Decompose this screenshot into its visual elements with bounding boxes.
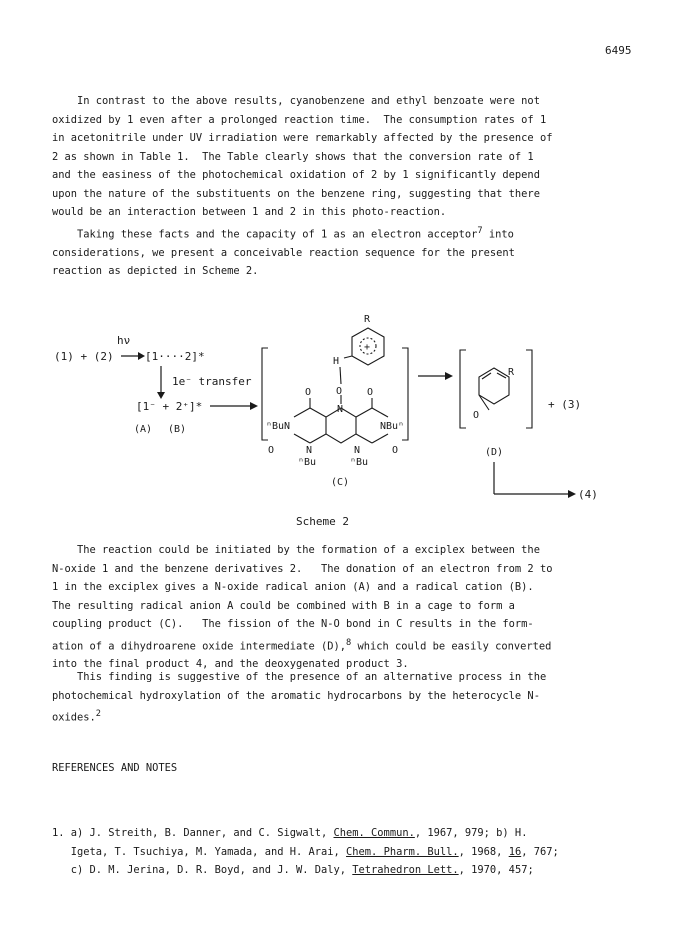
atom-r: R bbox=[508, 367, 515, 378]
text-segment: , 1968, bbox=[458, 845, 509, 858]
bond bbox=[372, 434, 388, 443]
arrow-head bbox=[250, 402, 258, 410]
bracket-left bbox=[460, 350, 466, 428]
scheme-2-diagram bbox=[0, 300, 680, 540]
bond-c-o bbox=[340, 367, 341, 384]
arrow-head bbox=[445, 372, 453, 380]
transfer-label: 1e⁻ transfer bbox=[172, 375, 252, 388]
paragraph-1 bbox=[52, 92, 620, 222]
scheme-caption: Scheme 2 bbox=[296, 515, 349, 528]
atom-n: N bbox=[337, 404, 344, 415]
atom-o: O bbox=[268, 445, 275, 456]
text-line bbox=[52, 824, 627, 843]
text-segment: which could be easily converted bbox=[351, 639, 552, 652]
arrow-head bbox=[157, 392, 165, 399]
epoxide-bond bbox=[479, 395, 489, 410]
journal-name: Chem. Pharm. Bull. bbox=[346, 845, 459, 858]
exciplex-label: [1····2]* bbox=[145, 350, 205, 363]
paragraph-4 bbox=[52, 668, 620, 727]
journal-name: Tetrahedron Lett. bbox=[352, 864, 459, 876]
text-line: into the final product 4, and the deoxygenated product 3. bbox=[52, 658, 409, 671]
atom-nbu: ⁿBu bbox=[350, 457, 369, 468]
bond bbox=[310, 408, 326, 417]
text-line bbox=[52, 634, 620, 656]
product-4-label: (4) bbox=[578, 488, 598, 501]
text-line: considerations, we present a conceivable reaction sequence for the present bbox=[52, 246, 515, 259]
text-line: would be an interaction between 1 and 2 in this photo-reaction. bbox=[52, 206, 447, 218]
text-line: The resulting radical anion A could be combined with B in a cage to form a bbox=[52, 599, 515, 612]
text-line: The reaction could be initiated by the formation of a exciplex between the bbox=[52, 544, 540, 556]
text-line bbox=[52, 861, 627, 880]
text-segment: 1. a) J. Streith, B. Danner, and C. Sigwalt, bbox=[52, 827, 334, 839]
atom-n: N bbox=[354, 445, 361, 456]
arrow-head bbox=[568, 490, 576, 498]
text-line bbox=[52, 843, 627, 862]
text-segment: ation of a dihydroarene oxide intermediate (D), bbox=[52, 639, 347, 652]
text-line: oxidized by 1 even after a prolonged reaction time. The consumption rates of 1 bbox=[52, 113, 547, 126]
radical-cation-sign: + bbox=[364, 342, 371, 353]
reactants-label: (1) + (2) bbox=[54, 350, 114, 363]
atom-nbu: ⁿBu bbox=[298, 457, 317, 468]
text-segment: into bbox=[482, 228, 514, 241]
bond bbox=[310, 434, 326, 443]
ring bbox=[479, 368, 509, 404]
text-line: in acetonitrile under UV irradiation were remarkably affected by the presence of bbox=[52, 132, 553, 144]
text-segment: c) D. M. Jerina, D. R. Boyd, and J. W. Daly, bbox=[52, 864, 353, 876]
bond bbox=[294, 434, 310, 443]
atom-o: O bbox=[305, 387, 312, 398]
arrow-head bbox=[138, 352, 145, 360]
atom-nbun-left: ⁿBuN bbox=[266, 421, 291, 432]
atom-o: O bbox=[473, 410, 480, 421]
paragraph-2 bbox=[52, 222, 620, 281]
text-line: and the easiness of the photochemical oxidation of 2 by 1 significantly depend bbox=[52, 169, 540, 181]
bond bbox=[372, 408, 388, 417]
text-line bbox=[52, 705, 620, 727]
text-line: reaction as depicted in Scheme 2. bbox=[52, 265, 259, 278]
text-segment: , 1970, 457; bbox=[458, 864, 534, 876]
label-d: (D) bbox=[485, 447, 504, 458]
text-segment: , 767; bbox=[521, 845, 559, 858]
bond-h bbox=[344, 356, 352, 358]
ion-pair-label: [1⁻ + 2⁺]* bbox=[136, 400, 203, 413]
text-line: upon the nature of the substituents on the benzene ring, suggesting that there bbox=[52, 187, 540, 200]
footnote-ref: 2 bbox=[95, 709, 102, 719]
text-line: In contrast to the above results, cyanobenzene and ethyl benzoate were not bbox=[52, 95, 540, 107]
text-segment: oxides. bbox=[52, 711, 96, 724]
text-line: N-oxide 1 and the benzene derivatives 2. The donation of an electron from 2 to bbox=[52, 562, 553, 575]
atom-o: O bbox=[367, 387, 374, 398]
text-line: This finding is suggestive of the presence of an alternative process in the bbox=[52, 671, 547, 683]
atom-n: N bbox=[306, 445, 313, 456]
text-line: 1 in the exciplex gives a N-oxide radical anion (A) and a radical cation (B). bbox=[52, 581, 534, 593]
bracket-right bbox=[526, 350, 532, 428]
hv-label: hν bbox=[117, 334, 131, 347]
text-line bbox=[52, 222, 620, 244]
atom-o: O bbox=[336, 386, 343, 397]
dihydroarene-oxide-d-structure bbox=[460, 350, 532, 428]
text-line: 2 as shown in Table 1. The Table clearly shows that the conversion rate of 1 bbox=[52, 150, 534, 163]
volume-number: 16 bbox=[508, 845, 522, 858]
paragraph-3 bbox=[52, 541, 620, 674]
bond bbox=[294, 408, 310, 417]
text-segment: , 1967, 979; b) H. bbox=[414, 827, 528, 839]
footnote-ref: 7 bbox=[477, 226, 483, 236]
footnote-ref: 8 bbox=[346, 637, 352, 648]
text-line: coupling product (C). The fission of the N-O bond in C results in the form- bbox=[52, 618, 534, 630]
reference-1 bbox=[52, 824, 627, 880]
atom-r: R bbox=[364, 314, 371, 325]
references-heading: REFERENCES AND NOTES bbox=[52, 762, 178, 774]
journal-name: Chem. Commun. bbox=[333, 827, 415, 839]
bond bbox=[356, 408, 372, 417]
page-number: 6495 bbox=[605, 44, 632, 57]
text-line: photochemical hydroxylation of the aromatic hydrocarbons by the heterocycle N- bbox=[52, 689, 540, 702]
label-c: (C) bbox=[331, 477, 350, 488]
product-3-label: + (3) bbox=[548, 398, 582, 411]
atom-o: O bbox=[392, 445, 399, 456]
text-segment: Taking these facts and the capacity of 1 as an electron acceptor bbox=[52, 228, 478, 241]
label-a: (A) bbox=[134, 424, 153, 435]
atom-h: H bbox=[333, 356, 340, 367]
text-segment: Igeta, T. Tsuchiya, M. Yamada, and H. Arai, bbox=[52, 845, 347, 858]
atom-nbun-right: NBuⁿ bbox=[380, 421, 405, 432]
bond bbox=[356, 434, 372, 443]
label-b: (B) bbox=[168, 424, 187, 435]
